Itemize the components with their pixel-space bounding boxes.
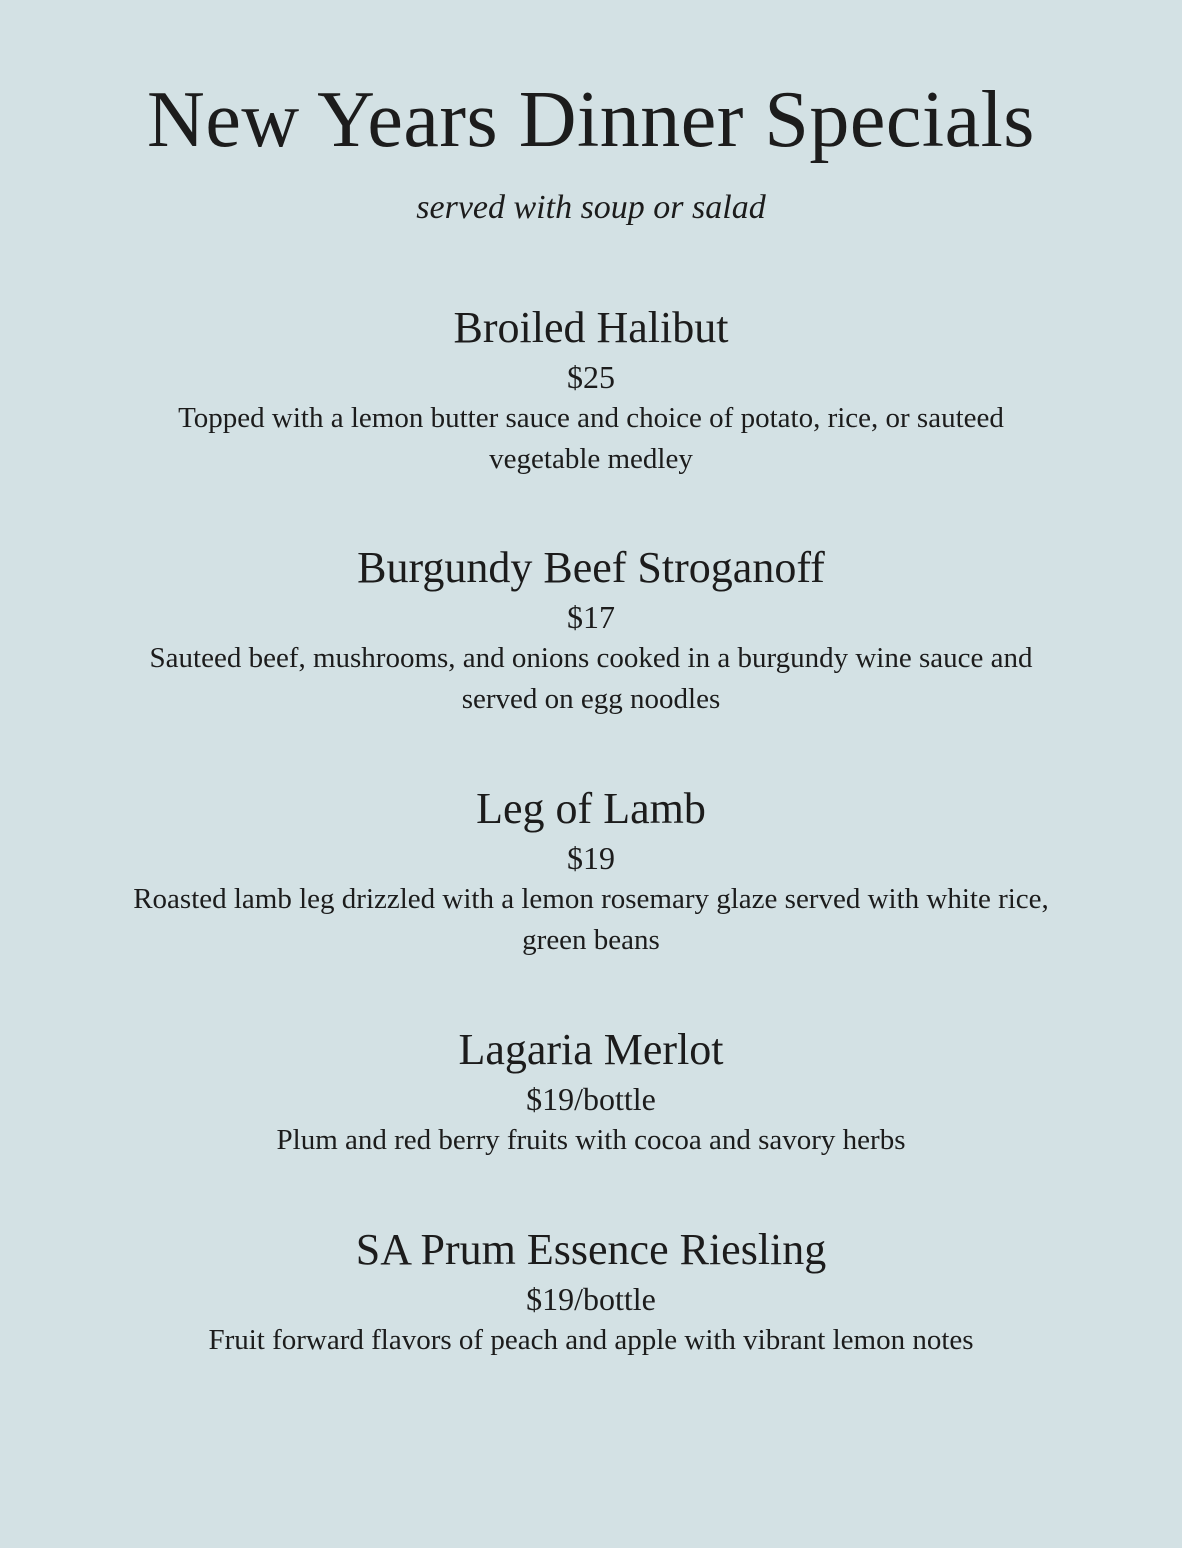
menu-item-halibut xyxy=(120,300,1062,480)
item-price: $19/bottle xyxy=(526,1081,656,1117)
item-description: Sauteed beef, mushrooms, and onions cooked in a burgundy wine sauce and served on egg noodles xyxy=(149,642,1033,715)
item-name: SA Prum Essence Riesling xyxy=(355,1225,827,1274)
item-price: $17 xyxy=(567,599,615,635)
menu-item-riesling xyxy=(100,1222,1082,1361)
item-name: Broiled Halibut xyxy=(453,303,729,352)
menu-item-stroganoff xyxy=(120,540,1062,720)
menu-title: New Years Dinner Specials xyxy=(147,76,1035,164)
item-description: Topped with a lemon butter sauce and choice of potato, rice, or sauteed vegetable medley xyxy=(178,402,1004,475)
item-name: Burgundy Beef Stroganoff xyxy=(357,543,825,592)
item-price: $19/bottle xyxy=(526,1281,656,1317)
item-description: Roasted lamb leg drizzled with a lemon rosemary glaze served with white rice, green beans xyxy=(133,883,1049,956)
item-description: Plum and red berry fruits with cocoa and savory herbs xyxy=(276,1124,906,1156)
item-name: Leg of Lamb xyxy=(476,784,706,833)
item-price: $19 xyxy=(567,840,615,876)
item-name: Lagaria Merlot xyxy=(458,1025,724,1074)
item-price: $25 xyxy=(567,359,615,395)
menu-item-merlot xyxy=(120,1022,1062,1161)
menu-subtitle: served with soup or salad xyxy=(416,189,766,226)
item-description: Fruit forward flavors of peach and apple with vibrant lemon notes xyxy=(208,1324,974,1356)
menu-item-lamb xyxy=(100,781,1082,961)
